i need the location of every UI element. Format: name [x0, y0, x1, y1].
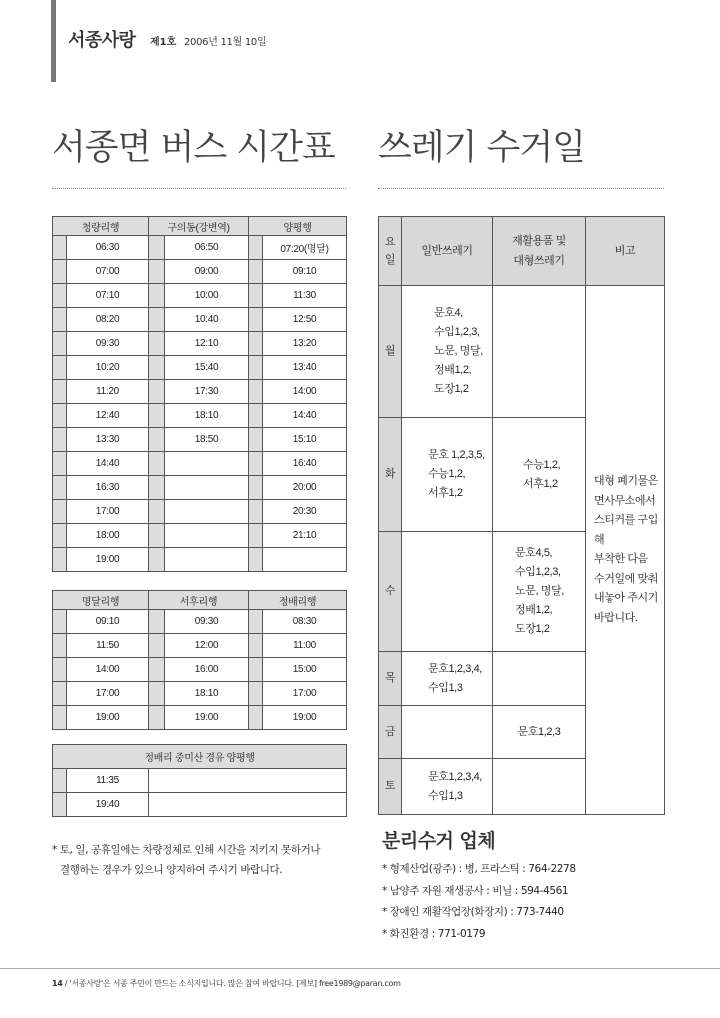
- table-row: [53, 308, 347, 332]
- row-marker: [149, 682, 165, 706]
- time-cell: 13:30: [67, 428, 149, 452]
- cell-line: 도장1,2: [515, 623, 550, 635]
- table-row: [53, 284, 347, 308]
- row-marker: [53, 610, 67, 634]
- bus-timetable-main: [52, 216, 347, 572]
- column-header: 청량리행: [53, 217, 149, 236]
- row-marker: [149, 524, 165, 548]
- time-cell: 18:10: [165, 404, 249, 428]
- table-row: [53, 428, 347, 452]
- row-marker: [249, 500, 263, 524]
- column-header: 구의동(강변역): [149, 217, 249, 236]
- time-cell: 07:00: [67, 260, 149, 284]
- row-marker: [249, 658, 263, 682]
- empty-cell: [149, 769, 347, 793]
- row-marker: [53, 793, 67, 817]
- time-cell: 10:20: [67, 356, 149, 380]
- row-marker: [149, 380, 165, 404]
- row-marker: [149, 356, 165, 380]
- cell-line: 문호4,5,: [515, 547, 553, 559]
- row-marker: [149, 548, 165, 572]
- table-row: [53, 634, 347, 658]
- cell-line: 수입1,3: [428, 681, 463, 694]
- table-row: [53, 682, 347, 706]
- time-cell: 09:30: [67, 332, 149, 356]
- table-row: [53, 500, 347, 524]
- cell-line: 서후1,2: [523, 477, 558, 490]
- cell-line: 부착한 다음: [594, 553, 648, 565]
- general-waste-cell: [402, 759, 493, 815]
- row-marker: [249, 548, 263, 572]
- table-row: [53, 548, 347, 572]
- table-row: [53, 476, 347, 500]
- cell-line: 문호 1,2,3,5,: [428, 449, 485, 461]
- row-marker: [249, 404, 263, 428]
- row-marker: [149, 610, 165, 634]
- general-waste-cell: [402, 286, 493, 418]
- day-cell: 금: [379, 706, 402, 759]
- garbage-schedule-title: 쓰레기 수거일: [378, 128, 585, 168]
- table-row: [53, 793, 347, 817]
- general-waste-header: 일반쓰레기: [402, 217, 493, 286]
- time-cell: 06:50: [165, 236, 249, 260]
- list-item: * 장애인 재활작업장(화장지) : 773-7440: [382, 906, 564, 918]
- row-marker: [249, 610, 263, 634]
- cell-line: 수입1,3: [428, 789, 463, 802]
- cell-line: 수거일에 맞춰: [594, 572, 659, 585]
- cell-line: 도장1,2: [434, 383, 469, 395]
- row-marker: [149, 706, 165, 730]
- remark-cell: [586, 286, 665, 815]
- time-cell: [165, 476, 249, 500]
- empty-cell: [149, 793, 347, 817]
- time-cell: 16:40: [263, 452, 347, 476]
- table-row: [53, 332, 347, 356]
- time-cell: 13:40: [263, 356, 347, 380]
- general-waste-cell: [402, 532, 493, 652]
- row-marker: [53, 428, 67, 452]
- time-cell: 17:00: [67, 500, 149, 524]
- row-marker: [149, 236, 165, 260]
- cell-line: 수입1,2,3,: [515, 566, 561, 578]
- bus-timetable-secondary: [52, 590, 347, 730]
- time-cell: [263, 548, 347, 572]
- time-cell: [165, 524, 249, 548]
- time-cell: 17:30: [165, 380, 249, 404]
- cell-line: 대형 폐기물은: [594, 475, 659, 487]
- time-cell: 11:20: [67, 380, 149, 404]
- general-waste-cell: [402, 652, 493, 706]
- column-header: 정배리 중미산 경유 양평행: [53, 745, 347, 769]
- time-cell: 07:10: [67, 284, 149, 308]
- row-marker: [149, 658, 165, 682]
- table-row: [53, 260, 347, 284]
- time-cell: 17:00: [263, 682, 347, 706]
- garbage-collection-table: [378, 216, 665, 815]
- row-marker: [149, 428, 165, 452]
- footer-rule: [0, 968, 720, 969]
- row-marker: [53, 476, 67, 500]
- time-cell: 18:00: [67, 524, 149, 548]
- column-header: 명달리행: [53, 591, 149, 610]
- general-waste-cell: [402, 706, 493, 759]
- list-item: * 남양주 자원 재생공사 : 비닐 : 594-4561: [382, 884, 569, 897]
- row-marker: [149, 284, 165, 308]
- row-marker: [149, 634, 165, 658]
- bus-timetable-via-jungmisan: [52, 744, 347, 817]
- column-header: 양평행: [249, 217, 347, 236]
- row-marker: [53, 308, 67, 332]
- time-cell: 11:50: [67, 634, 149, 658]
- time-cell: 11:35: [67, 769, 149, 793]
- time-cell: 17:00: [67, 682, 149, 706]
- list-item: * 화진환경 : 771-0179: [382, 927, 486, 940]
- row-marker: [53, 332, 67, 356]
- table-row: [53, 769, 347, 793]
- time-cell: 12:50: [263, 308, 347, 332]
- row-marker: [149, 404, 165, 428]
- cell-line: 정배1,2,: [515, 604, 553, 616]
- row-marker: [249, 356, 263, 380]
- row-marker: [53, 658, 67, 682]
- time-cell: 15:40: [165, 356, 249, 380]
- row-marker: [149, 452, 165, 476]
- row-marker: [53, 682, 67, 706]
- time-cell: 16:00: [165, 658, 249, 682]
- cell-line: 문호1,2,3,4,: [428, 662, 482, 675]
- time-cell: 09:10: [263, 260, 347, 284]
- time-cell: [165, 452, 249, 476]
- time-cell: 20:30: [263, 500, 347, 524]
- time-cell: 21:10: [263, 524, 347, 548]
- recycle-header: 재활용품 및 대형쓰레기: [493, 217, 586, 286]
- row-marker: [149, 308, 165, 332]
- time-cell: 06:30: [67, 236, 149, 260]
- footer-text: '서종사랑'은 서종 주민이 만드는 소식지입니다. 많은 참여 바랍니다. [제보] free1989@paran.com: [69, 979, 401, 988]
- day-header: 요일: [379, 217, 402, 286]
- day-cell: 수: [379, 532, 402, 652]
- table-row: [53, 404, 347, 428]
- time-cell: 14:00: [263, 380, 347, 404]
- time-cell: 19:00: [165, 706, 249, 730]
- row-marker: [249, 524, 263, 548]
- recycling-companies-title: 분리수거 업체: [382, 830, 496, 852]
- row-marker: [53, 356, 67, 380]
- row-marker: [53, 260, 67, 284]
- time-cell: 16:30: [67, 476, 149, 500]
- title-divider-left: [52, 188, 346, 189]
- time-cell: 07:20(명달): [263, 236, 347, 260]
- time-cell: 19:00: [67, 706, 149, 730]
- row-marker: [249, 452, 263, 476]
- row-marker: [53, 769, 67, 793]
- row-marker: [53, 452, 67, 476]
- time-cell: 14:40: [263, 404, 347, 428]
- cell-line: 수능1,2,: [523, 458, 561, 471]
- row-marker: [149, 332, 165, 356]
- time-cell: 09:00: [165, 260, 249, 284]
- page-number: 14: [52, 979, 63, 988]
- bus-note: [52, 840, 352, 880]
- recycle-cell: [493, 759, 586, 815]
- cell-line: 바랍니다.: [594, 611, 638, 624]
- cell-line: 서후1,2: [428, 487, 463, 499]
- recycle-cell: [493, 286, 586, 418]
- time-cell: 11:00: [263, 634, 347, 658]
- table-row: [53, 452, 347, 476]
- row-marker: [249, 634, 263, 658]
- time-cell: 11:30: [263, 284, 347, 308]
- cell-line: 스티커를 구입해: [594, 514, 659, 546]
- time-cell: 19:00: [67, 548, 149, 572]
- time-cell: 12:40: [67, 404, 149, 428]
- recycling-companies-list: [382, 859, 576, 945]
- remark-header: 비고: [586, 217, 665, 286]
- time-cell: 08:20: [67, 308, 149, 332]
- time-cell: 09:10: [67, 610, 149, 634]
- table-row: [53, 658, 347, 682]
- time-cell: 18:50: [165, 428, 249, 452]
- day-cell: 토: [379, 759, 402, 815]
- row-marker: [249, 706, 263, 730]
- time-cell: 19:40: [67, 793, 149, 817]
- time-cell: 09:30: [165, 610, 249, 634]
- time-cell: 12:10: [165, 332, 249, 356]
- time-cell: 20:00: [263, 476, 347, 500]
- cell-line: 문호1,2,3,4,: [428, 770, 482, 783]
- time-cell: 08:30: [263, 610, 347, 634]
- cell-line: 노문, 명달,: [434, 345, 483, 357]
- time-cell: 14:40: [67, 452, 149, 476]
- table-row: [53, 380, 347, 404]
- row-marker: [53, 524, 67, 548]
- cell-line: 문호4,: [434, 307, 463, 319]
- day-cell: 월: [379, 286, 402, 418]
- cell-line: 수능1,2,: [428, 468, 466, 480]
- general-waste-cell: [402, 418, 493, 532]
- row-marker: [249, 476, 263, 500]
- cell-line: 노문, 명달,: [515, 585, 564, 597]
- bus-schedule-title: 서종면 버스 시간표: [52, 128, 335, 168]
- column-header: 정배리행: [249, 591, 347, 610]
- row-marker: [149, 476, 165, 500]
- cell-line: 수입1,2,3,: [434, 326, 480, 338]
- bus-note-line: 결행하는 경우가 있으니 양지하여 주시기 바랍니다.: [60, 864, 283, 876]
- row-marker: [53, 634, 67, 658]
- row-marker: [53, 380, 67, 404]
- row-marker: [149, 260, 165, 284]
- table-row: [53, 356, 347, 380]
- row-marker: [249, 682, 263, 706]
- table-row: [53, 610, 347, 634]
- row-marker: [249, 308, 263, 332]
- bus-note-line: * 토, 일, 공휴일에는 차량정체로 인해 시간을 지키지 못하거나: [52, 844, 321, 856]
- newsletter-name: 서종사랑: [68, 30, 136, 51]
- row-marker: [53, 404, 67, 428]
- recycle-cell: [493, 532, 586, 652]
- row-marker: [53, 548, 67, 572]
- row-marker: [249, 284, 263, 308]
- cell-line: 면사무소에서: [594, 494, 656, 507]
- time-cell: 12:00: [165, 634, 249, 658]
- row-marker: [249, 260, 263, 284]
- row-marker: [53, 500, 67, 524]
- time-cell: 18:10: [165, 682, 249, 706]
- column-header: 서후리행: [149, 591, 249, 610]
- cell-line: 정배1,2,: [434, 364, 472, 376]
- recycle-cell: [493, 652, 586, 706]
- time-cell: 13:20: [263, 332, 347, 356]
- time-cell: 19:00: [263, 706, 347, 730]
- time-cell: 15:10: [263, 428, 347, 452]
- day-cell: 목: [379, 652, 402, 706]
- table-row: [53, 236, 347, 260]
- issue-number: 제1호: [150, 37, 177, 48]
- row-marker: [53, 284, 67, 308]
- masthead-bar: [51, 0, 56, 82]
- table-row: [53, 524, 347, 548]
- time-cell: 10:00: [165, 284, 249, 308]
- time-cell: 10:40: [165, 308, 249, 332]
- time-cell: 14:00: [67, 658, 149, 682]
- list-item: * 형제산업(광주) : 병, 프라스틱 : 764-2278: [382, 863, 576, 875]
- row-marker: [53, 706, 67, 730]
- time-cell: 15:00: [263, 658, 347, 682]
- time-cell: [165, 548, 249, 572]
- row-marker: [249, 428, 263, 452]
- row-marker: [149, 500, 165, 524]
- title-divider-right: [378, 188, 664, 189]
- cell-line: 내놓아 주시기: [594, 592, 659, 604]
- row-marker: [53, 236, 67, 260]
- recycle-cell: [493, 418, 586, 532]
- table-row: [53, 706, 347, 730]
- day-cell: 화: [379, 418, 402, 532]
- row-marker: [249, 332, 263, 356]
- recycle-cell: 문호1,2,3: [493, 706, 586, 759]
- issue-date: 2006년 11월 10일: [184, 37, 267, 48]
- row-marker: [249, 380, 263, 404]
- row-marker: [249, 236, 263, 260]
- time-cell: [165, 500, 249, 524]
- footer: 14 / '서종사랑'은 서종 주민이 만드는 소식지입니다. 많은 참여 바랍니다. [제보] free1989@paran.com: [52, 979, 401, 988]
